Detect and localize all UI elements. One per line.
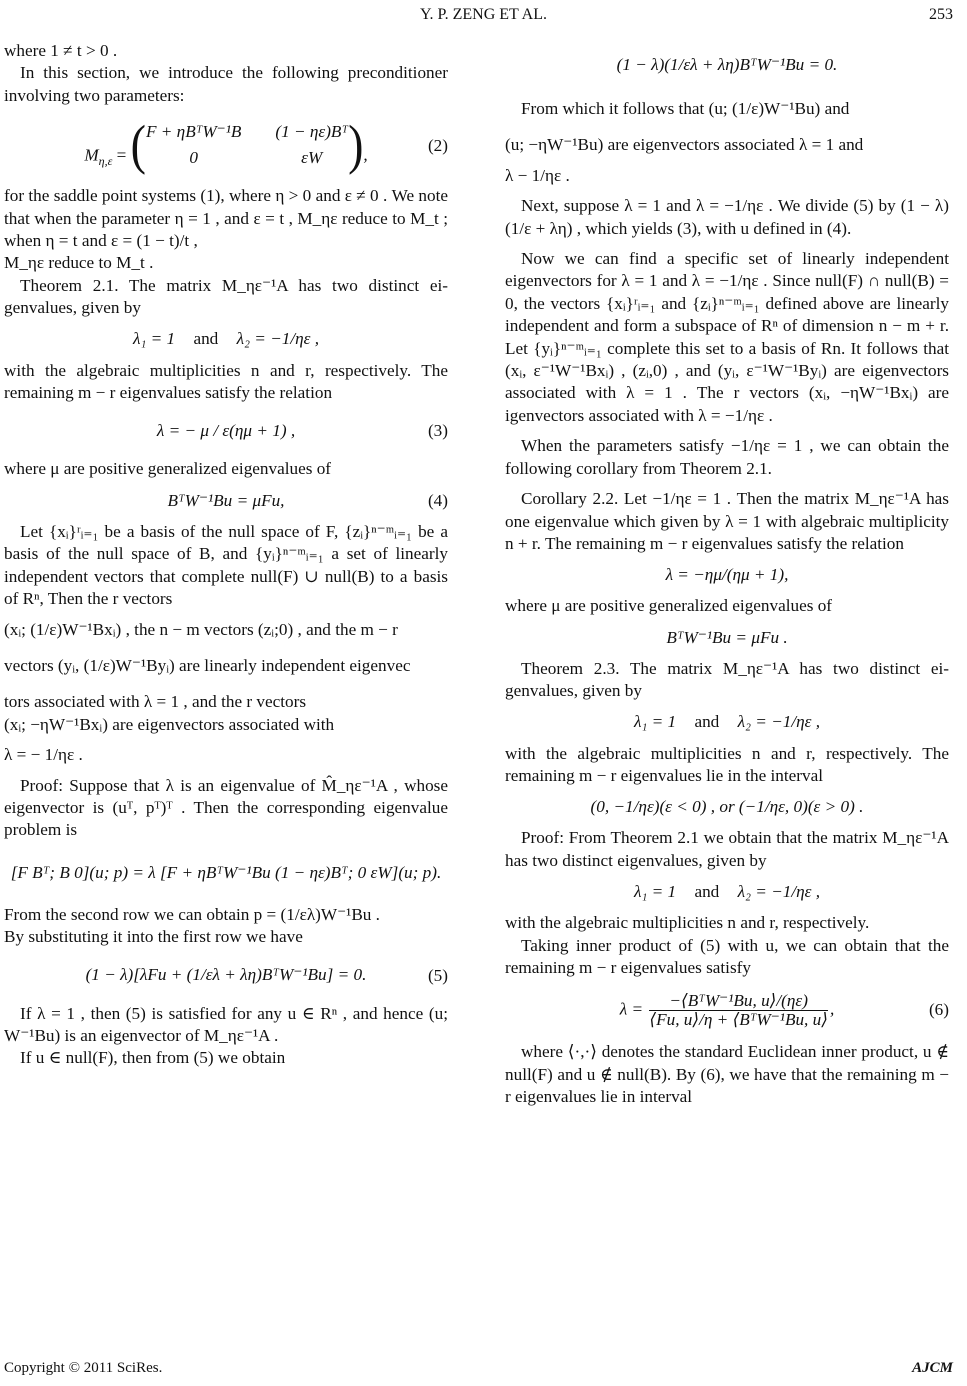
equation-5 — [4, 949, 448, 1003]
eigenvalue-pair — [4, 320, 448, 360]
proof-and: and — [694, 881, 720, 901]
interval-equation — [505, 787, 949, 827]
eq4-number: (4) — [427, 490, 448, 510]
eq2-m12: (1 − ηε)Bᵀ — [275, 121, 349, 141]
generalized-eigen-content: BᵀW⁻¹Bu = μFu . — [666, 627, 788, 647]
eq6-denominator: ⟨Fu, u⟩/η + ⟨BᵀW⁻¹Bu, u⟩ — [649, 1009, 828, 1029]
algebraic-multiplicity: with the algebraic multiplicities n and r, respectively. The remaining m − r eigenvalues satisfy the relation — [4, 360, 448, 403]
inner-product-paragraph: Taking inner product of (5) with u, we can obtain that the remaining m − r eigenvalues satisfy — [505, 935, 949, 977]
eq2-lhs: M — [84, 145, 99, 164]
eq2-m22: εW — [301, 148, 323, 167]
eigen-problem-content: [F Bᵀ; B 0](u; p) = λ [F + ηBᵀW⁻¹Bu (1 − ηε)Bᵀ; 0 εW](u; p). — [10, 862, 442, 882]
eq6-lhs: λ = — [619, 999, 644, 1019]
page-number: 253 — [929, 6, 953, 23]
vectors-line-2: vectors (yᵢ, (1/ε)W⁻¹Byᵢ) are linearly independent eigenvec — [4, 655, 411, 675]
theorem-2-3: Theorem 2.3. The matrix M_ηε⁻¹A has two distinct eigenvalues, given by — [505, 658, 949, 701]
interval-content: (0, −1/ηε)(ε < 0) , or (−1/ηε, 0)(ε > 0) . — [590, 797, 864, 817]
eq3-number: (3) — [427, 421, 448, 441]
eigenvalue-pair-2 — [505, 703, 949, 743]
reduce-line: M_ηε reduce to M_t . — [4, 253, 154, 273]
page-header — [0, 6, 967, 30]
vectors-line-3: tors associated with λ = 1 , and the r vectors — [4, 692, 307, 712]
where-condition: where 1 ≠ t > 0 . — [4, 41, 118, 60]
equation-2: $M_{\eta,\varepsilon}$ = ( F + ηBᵀW⁻¹B (1 − ηε)Bᵀ 0 εW ) , (2) — [84, 113, 448, 175]
generalized-eigen-equation — [505, 618, 949, 658]
thm23-lambda-2: λ₂ = −1/ηε , — [737, 712, 821, 732]
eq5-number: (5) — [427, 965, 448, 985]
equation-6: λ = $\frac{\text{−⟨BᵀW⁻¹Bu, u⟩/(ηε)}}{\text{⟨Fu, u⟩/η + ⟨BᵀW⁻¹Bu, u⟩}}$ , (6) — [619, 990, 949, 1029]
lambda-2: λ₂ = −1/ηε , — [236, 329, 320, 349]
corollary-equation-content: λ = −ημ/(ημ + 1), — [665, 565, 789, 585]
where-mu: where μ are positive generalized eigenvalues of — [4, 459, 332, 479]
algebraic-multiplicity-3: with the algebraic multiplicities n and r, respectively. — [505, 913, 870, 933]
right-column — [505, 40, 949, 1109]
corollary-equation — [505, 555, 949, 595]
eq5-content: (1 − λ)[λFu + (1/ελ + λη)BᵀW⁻¹Bu] = 0. — [85, 965, 367, 985]
follows-line-3: λ − 1/ηε . — [505, 165, 570, 185]
algebraic-multiplicity-2: with the algebraic multiplicities n and r, respectively. The remaining m − r eigenvalues lie in the interval — [505, 743, 949, 785]
eq2-m11: F + ηBᵀW⁻¹B — [145, 121, 242, 141]
parameters-satisfy-paragraph: When the parameters satisfy −1/ηε = 1 , we can obtain the following corollary from Theorem 2.1. — [505, 436, 949, 478]
thm23-lambda-1: λ₁ = 1 — [633, 712, 677, 732]
follows-line-2: (u; −ηW⁻¹Bu) are eigenvectors associated λ = 1 and — [505, 135, 864, 155]
and-word: and — [193, 329, 219, 349]
theorem-2-1: Theorem 2.1. The matrix M_ηε⁻¹A has two distinct eigenvalues, given by — [4, 275, 448, 318]
eigenvalue-pair-3 — [505, 872, 949, 912]
eq2-m21: 0 — [189, 148, 198, 167]
eq6-numerator: −⟨BᵀW⁻¹Bu, u⟩/(ηε) — [649, 992, 828, 1011]
if-lambda-one: If λ = 1 , then (5) is satisfied for any u ∈ Rⁿ , and hence (u; W⁻¹Bu) is an eigenvector of M_ηε⁻¹A . — [4, 1003, 448, 1045]
copyright: Copyright © 2011 SciRes. — [4, 1360, 163, 1376]
thm23-and: and — [694, 712, 720, 732]
null-f-content: (1 − λ)(1/ελ + λη)BᵀW⁻¹Bu = 0. — [616, 54, 838, 74]
vectors-line-4: (xᵢ; −ηW⁻¹Bxᵢ) are eigenvectors associated with — [4, 714, 335, 734]
substitute-line: By substituting it into the first row we have — [4, 927, 303, 947]
if-u-null: If u ∈ null(F), then from (5) we obtain — [20, 1048, 286, 1068]
where-mu-2: where μ are positive generalized eigenvalues of — [505, 596, 833, 616]
let-bases-paragraph: Let {xᵢ}ʳᵢ₌₁ be a basis of the null space of F, {zᵢ}ⁿ⁻ᵐᵢ₌₁ be a basis of the null space of B, and {yᵢ}ⁿ⁻ᵐᵢ₌₁ a set of linearly independent vectors that complete null(F) ∪ null(B) to a basis of Rⁿ, Then the r vectors — [4, 521, 448, 609]
follows-line-1: From which it follows that (u; (1/ε)W⁻¹Bu) and — [521, 99, 850, 118]
where-inner-product: where ⟨·,·⟩ denotes the standard Euclidean inner product, u ∉ null(F) and u ∉ null(B). By (6), we have that the remaining m − r eigenvalues lie in interval — [505, 1042, 949, 1107]
journal-name: AJCM — [912, 1360, 953, 1376]
intro-paragraph: In this section, we introduce the following preconditioner involving two parameters: — [4, 63, 448, 105]
eq6-fraction — [649, 992, 828, 1029]
lambda-1: λ₁ = 1 — [132, 329, 176, 349]
second-row-line: From the second row we can obtain p = (1/ελ)W⁻¹Bu . — [4, 904, 380, 924]
vectors-line-5: λ = − 1/ηε . — [4, 745, 83, 765]
corollary-2-2: Corollary 2.2. Let −1/ηε = 1 . Then the matrix M_ηε⁻¹A has one eigenvalue which given by λ = 1 with algebraic multiplicity n + r. The remaining m − r eigenvalues satisfy the relation — [505, 489, 949, 553]
eq2-number: (2) — [427, 136, 448, 156]
proof-paragraph-2: Proof: From Theorem 2.1 we obtain that the matrix M_ηε⁻¹A has two distinct eigenvalues, given by — [505, 828, 949, 870]
independent-eigenvectors-paragraph: Now we can find a specific set of linearly independent eigenvectors for λ = 1 and λ = −1/ηε . Since null(F) ∩ null(B) = 0, the vectors {xᵢ}ʳᵢ₌₁ and {zᵢ}ⁿ⁻ᵐᵢ₌₁ defined above are linearly independent and form a subspace of Rⁿ of dimension n − m + r. Let {yᵢ}ⁿ⁻ᵐᵢ₌₁ complete this set to a basis of Rn. It follows that (xᵢ, ε⁻¹W⁻¹Bxᵢ) , (zᵢ,0) , and (yᵢ, ε⁻¹W⁻¹Byᵢ) are eigenvectors associated with λ = 1 . The r vectors (xᵢ, −ηW⁻¹Bxᵢ) are igenvectors associated with λ = −1/ηε . — [505, 249, 949, 425]
eigen-problem-equation — [4, 842, 448, 904]
eq2-lhs-sub: η,ε — [98, 153, 113, 168]
proof-paragraph-1: Proof: Suppose that λ is an eigenvalue of M̂_ηε⁻¹A , whose eigenvector is (uᵀ, pᵀ)ᵀ . Then the corresponding eigenvalue problem is — [4, 775, 448, 840]
eq3-content: λ = − μ / ε(ημ + 1) , — [156, 421, 296, 441]
vectors-line-1: (xᵢ; (1/ε)W⁻¹Bxᵢ) , the n − m vectors (zᵢ;0) , and the m − r — [4, 619, 398, 639]
equation-4 — [4, 481, 448, 521]
eq4-content: BᵀW⁻¹Bu = μFu, — [167, 490, 285, 510]
running-title: Y. P. ZENG ET AL. — [420, 6, 547, 23]
for-saddle-paragraph: for the saddle point systems (1), where η > 0 and ε ≠ 0 . We note that when the parameter η = 1 , and ε = t , M_ηε reduce to M_t ; when η = t and ε = (1 − t)/t , — [4, 186, 448, 251]
proof-lambda-2: λ₂ = −1/ηε , — [737, 881, 821, 901]
equation-3 — [4, 404, 448, 458]
null-f-equation — [505, 40, 949, 90]
left-column — [4, 40, 448, 1070]
eq6-number: (6) — [928, 1000, 949, 1020]
next-suppose-paragraph: Next, suppose λ = 1 and λ = −1/ηε . We divide (5) by (1 − λ)(1/ε + λη) , which yields (3), with u defined in (4). — [505, 196, 949, 238]
proof-lambda-1: λ₁ = 1 — [633, 881, 677, 901]
